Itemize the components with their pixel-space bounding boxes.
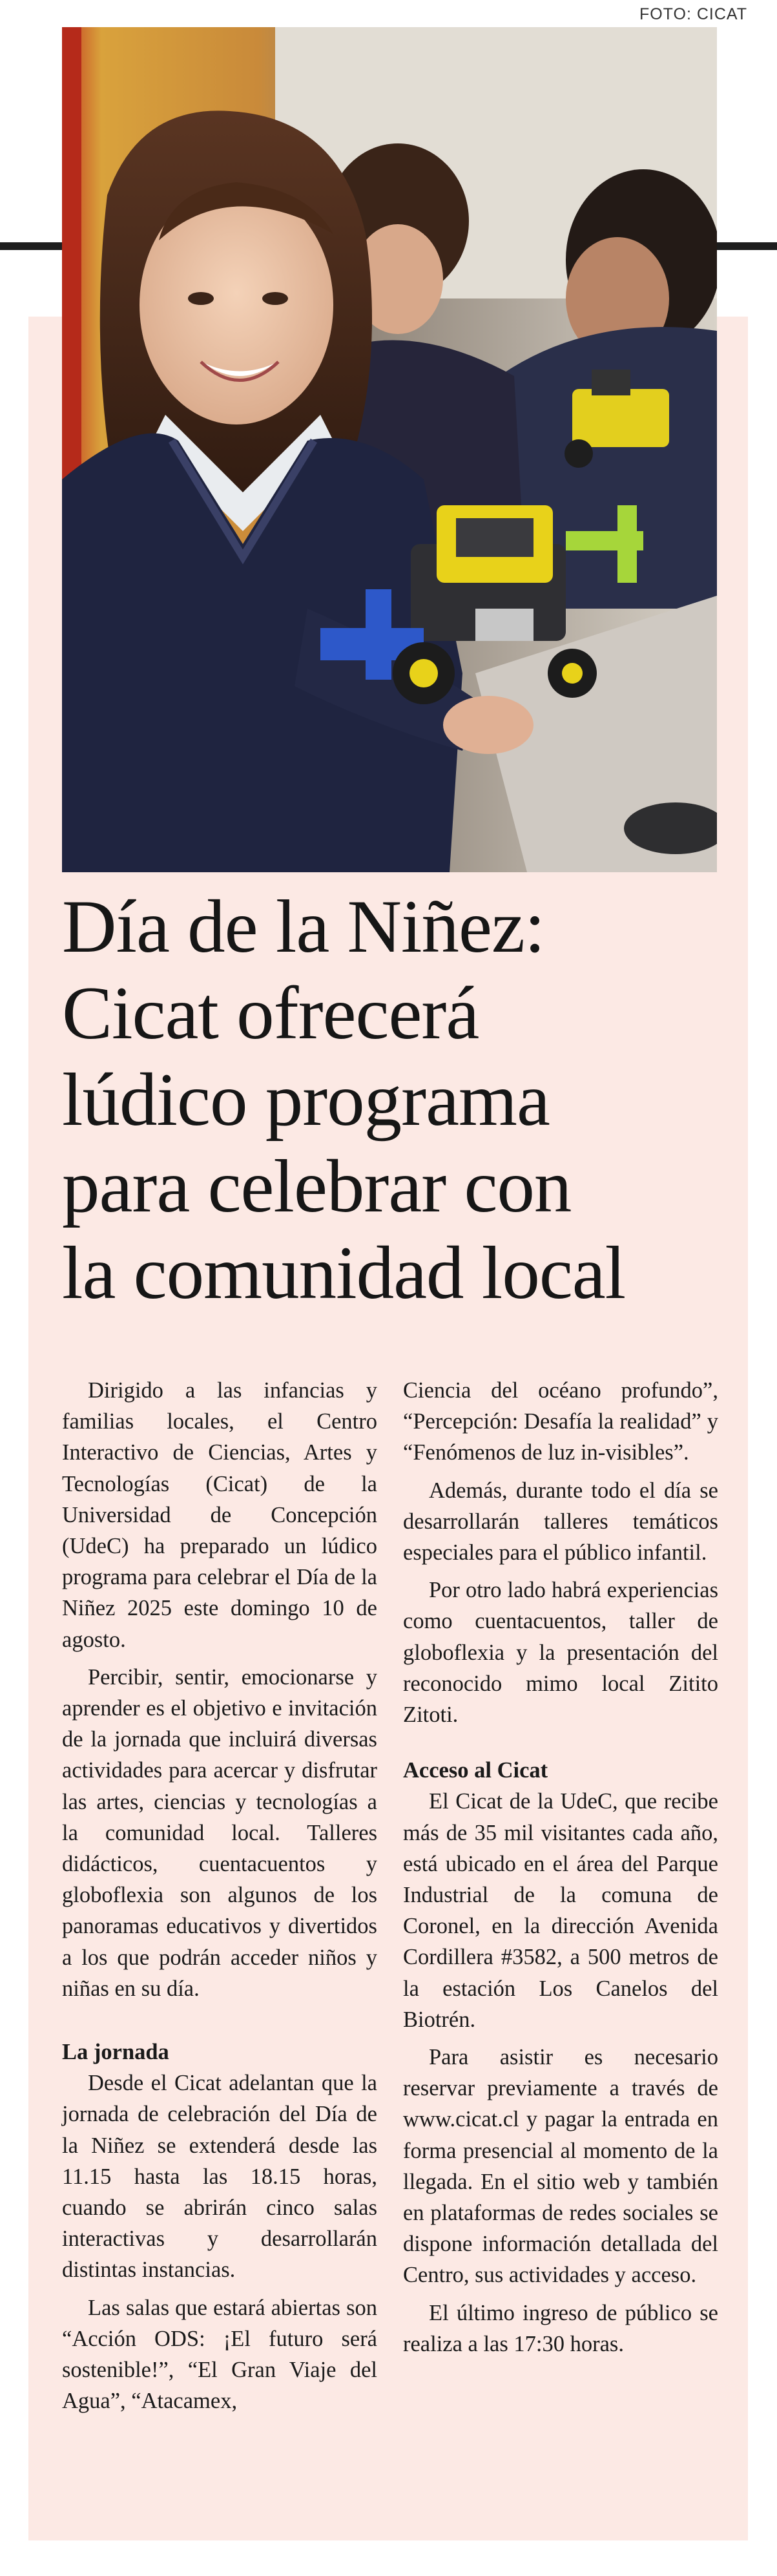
subheading-la-jornada: La jornada xyxy=(62,2040,169,2065)
paragraph-objective: Percibir, sentir, emocionarse y aprender es el objetivo e invitación de la jornada que incluirá diversas actividades para acercar y disfrutar las artes, ciencias y tecnologías a la comunidad local. Talleres didácticos, cuentacuentos y globoflexia son algunos de los panoramas educativos y divertidos a los que podrán acceder niños y niñas en su día. xyxy=(62,1664,377,2001)
article-column-1 xyxy=(62,1375,377,2417)
headline-line-3: lúdico programa xyxy=(62,1058,550,1142)
photo-credit: FOTO: CICAT xyxy=(639,5,747,23)
article-photo xyxy=(62,27,717,872)
headline-line-1: Día de la Niñez: xyxy=(62,885,545,969)
headline-line-2: Cicat ofrecerá xyxy=(62,972,479,1055)
paragraph-schedule: Desde el Cicat adelantan que la jornada de celebración del Día de la Niñez se extenderá desde las 11.15 hasta las 18.15 horas, cuando se abrirán cinco salas interactivas y desarrollarán distintas instancias. xyxy=(62,2071,377,2283)
headline-line-5: la comunidad local xyxy=(62,1231,626,1315)
photo-illustration xyxy=(62,27,717,872)
paragraph-rooms: Las salas que estará abiertas son “Acción ODS: ¡El futuro será sostenible!”, “El Gran Viaje del Agua”, “Atacamex, xyxy=(62,2295,377,2414)
headline-line-4: para celebrar con xyxy=(62,1145,572,1228)
article-column-2 xyxy=(403,1375,718,2360)
paragraph-last-entry: El último ingreso de público se realiza a las 17:30 horas. xyxy=(403,2300,718,2356)
paragraph-experiences: Por otro lado habrá experiencias como cuentacuentos, taller de globoflexia y la presentación del reconocido mimo local Zitito Zitoti. xyxy=(403,1578,718,1728)
article-headline xyxy=(62,884,727,1317)
paragraph-intro: Dirigido a las infancias y familias locales, el Centro Interactivo de Ciencias, Artes y Tecnologías (Cicat) de la Universidad de Concepción (UdeC) ha preparado un lúdico programa para celebrar el Día de la Niñez 2025 este domingo 10 de agosto. xyxy=(62,1378,377,1652)
paragraph-reservation: Para asistir es necesario reservar previamente a través de www.cicat.cl y pagar la entrada en forma presencial al momento de la llegada. En el sitio web y también en plataformas de redes sociales se dispone información detallada del Centro, sus actividades y acceso. xyxy=(403,2045,718,2288)
paragraph-location: El Cicat de la UdeC, que recibe más de 35 mil visitantes cada año, está ubicado en el área del Parque Industrial de la comuna de Coronel, en la dirección Avenida Cordillera #3582, a 500 metros de la estación Los Canelos del Biotrén. xyxy=(403,1789,718,2032)
paragraph-rooms-continued: Ciencia del océano profundo”, “Percepción: Desafía la realidad” y “Fenómenos de luz in-visibles”. xyxy=(403,1378,718,1465)
paragraph-workshops: Además, durante todo el día se desarrollarán talleres temáticos especiales para el público infantil. xyxy=(403,1478,718,1565)
subheading-acceso: Acceso al Cicat xyxy=(403,1758,548,1783)
